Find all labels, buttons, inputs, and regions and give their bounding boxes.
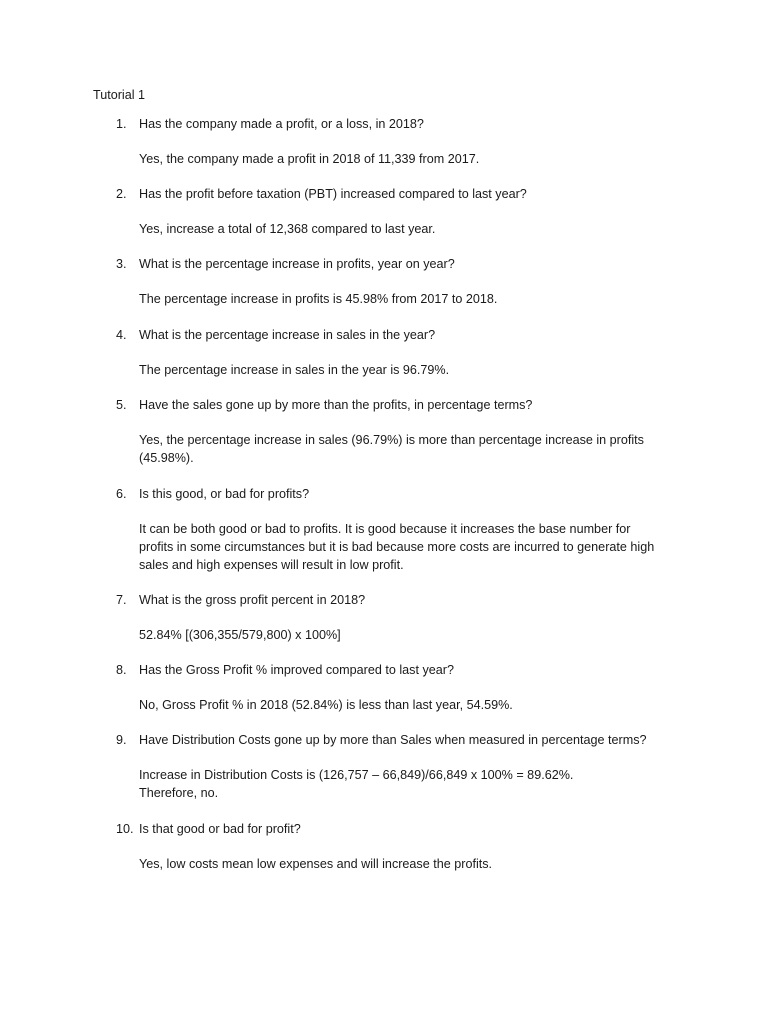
question-number: 1. [116,117,127,131]
answer-line: Increase in Distribution Costs is (126,757 – 66,849)/66,849 x 100% = 89.62%. [139,768,574,782]
answer-line: profits in some circumstances but it is bad because more costs are incurred to generate high [139,540,655,554]
question-text: Has the profit before taxation (PBT) increased compared to last year? [139,187,527,201]
question-text: Have the sales gone up by more than the profits, in percentage terms? [139,398,533,412]
answer-text [139,626,684,644]
question-number: 9. [116,733,127,747]
question-number: 7. [116,593,127,607]
question-text: What is the percentage increase in sales in the year? [139,328,436,342]
answer-line: Yes, the percentage increase in sales (96.79%) is more than percentage increase in profits [139,433,644,447]
question-number: 3. [116,257,127,271]
answer-text [139,766,684,802]
answer-line: The percentage increase in sales in the year is 96.79%. [139,363,450,377]
question-number: 4. [116,328,127,342]
answer-text [139,290,684,308]
answer-line: The percentage increase in profits is 45.98% from 2017 to 2018. [139,292,498,306]
answer-text [139,150,684,168]
question-text: Is this good, or bad for profits? [139,487,310,501]
question-text: What is the gross profit percent in 2018? [139,593,366,607]
answer-line: (45.98%). [139,451,194,465]
answer-line: Yes, the company made a profit in 2018 of 11,339 from 2017. [139,152,480,166]
answer-text [139,361,684,379]
answer-line: Yes, low costs mean low expenses and will increase the profits. [139,857,493,871]
question-number: 5. [116,398,127,412]
answer-text [139,220,684,238]
answer-text [139,520,684,574]
document-title: Tutorial 1 [93,88,146,102]
answer-text [139,855,684,873]
question-text: Has the Gross Profit % improved compared to last year? [139,663,454,677]
question-text: Has the company made a profit, or a loss, in 2018? [139,117,424,131]
question-number: 8. [116,663,127,677]
answer-line: Therefore, no. [139,786,219,800]
answer-line: sales and high expenses will result in low profit. [139,558,404,572]
question-text: Have Distribution Costs gone up by more than Sales when measured in percentage terms? [139,733,647,747]
answer-line: No, Gross Profit % in 2018 (52.84%) is less than last year, 54.59%. [139,698,513,712]
answer-line: It can be both good or bad to profits. It is good because it increases the base number for [139,522,631,536]
answer-line: 52.84% [(306,355/579,800) x 100%] [139,628,341,642]
answer-text [139,696,684,714]
question-number: 10. [116,822,134,836]
answer-text [139,431,684,467]
question-number: 6. [116,487,127,501]
answer-line: Yes, increase a total of 12,368 compared to last year. [139,222,436,236]
question-number: 2. [116,187,127,201]
question-text: What is the percentage increase in profits, year on year? [139,257,455,271]
question-text: Is that good or bad for profit? [139,822,301,836]
